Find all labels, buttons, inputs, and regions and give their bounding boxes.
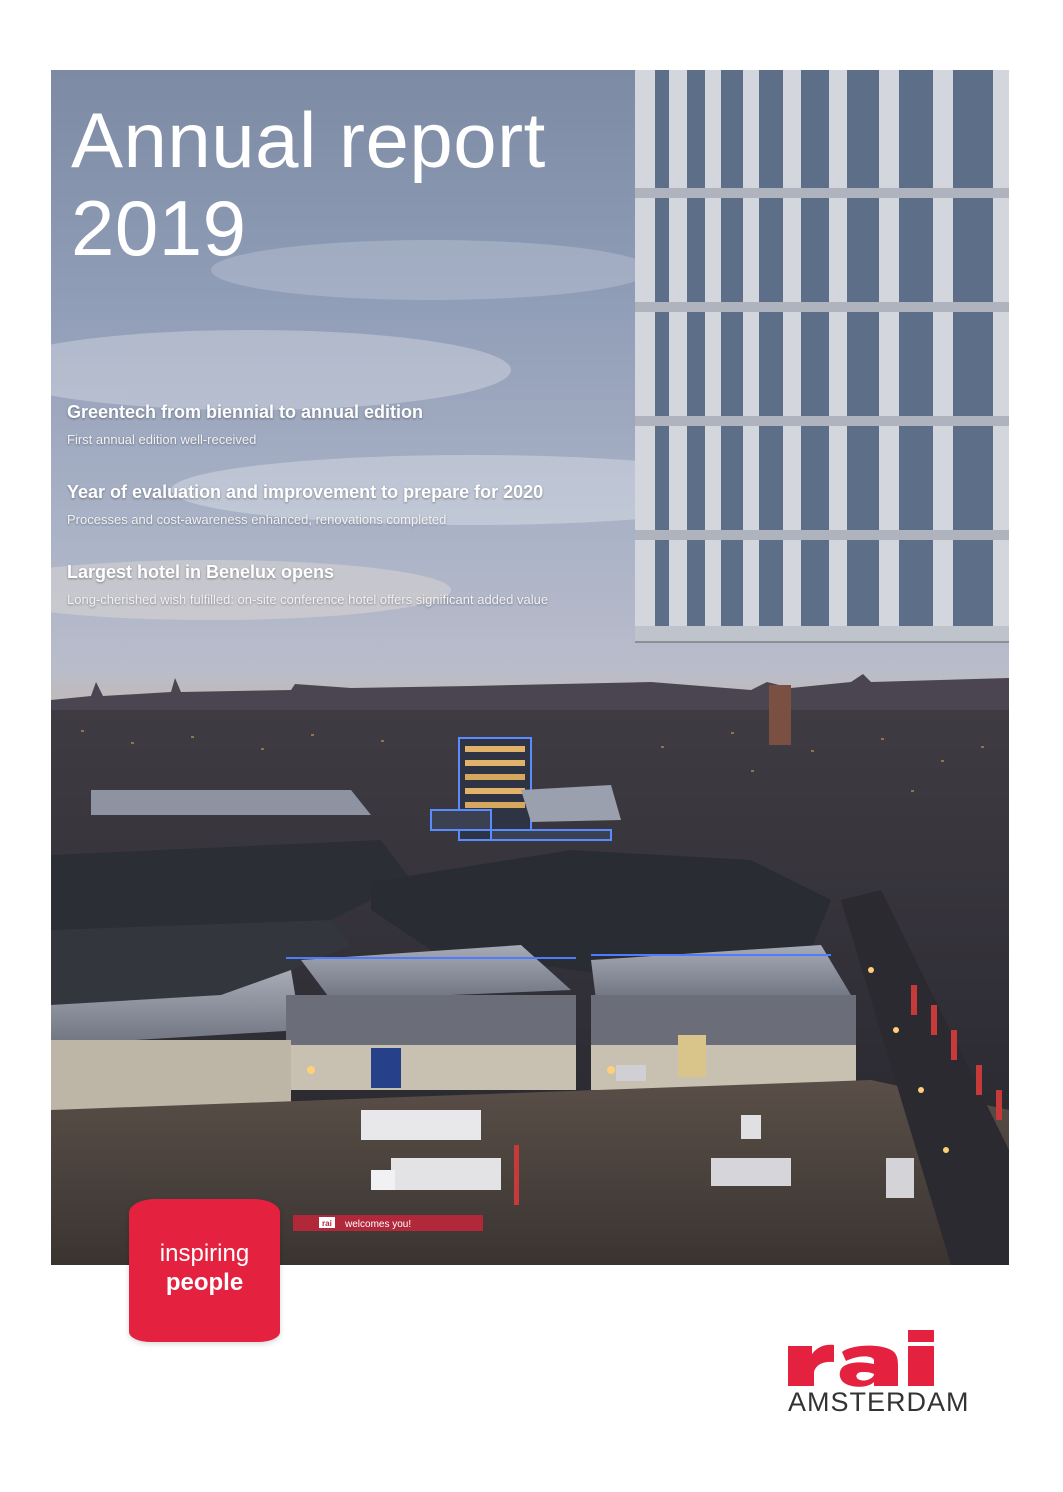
badge-line1: inspiring xyxy=(159,1240,250,1267)
background-tower xyxy=(769,685,791,745)
report-title-year: 2019 xyxy=(71,184,247,272)
highlight-subtext: Processes and cost-awareness enhanced, renovations completed xyxy=(67,512,447,527)
hall-roof-back2 xyxy=(521,785,621,822)
highlight-heading: Greentech from biennial to annual edition xyxy=(67,402,424,422)
welcome-sign-text: welcomes you! xyxy=(345,1219,412,1230)
highlight-heading: Year of evaluation and improvement to prepare for 2020 xyxy=(67,482,544,502)
inspiring-people-badge xyxy=(129,1199,280,1342)
report-title xyxy=(71,96,546,272)
hall-roof-back xyxy=(91,790,371,815)
highlight-heading: Largest hotel in Benelux opens xyxy=(67,562,335,582)
badge-line2: people xyxy=(165,1269,244,1296)
rai-logo-mark xyxy=(786,1328,976,1388)
exhibition-halls xyxy=(51,840,856,1110)
highlight-hotel xyxy=(67,561,667,609)
welcome-sign xyxy=(293,1215,483,1231)
welcome-sign-rai: rai xyxy=(322,1219,332,1228)
highlight-subtext: Long-cherished wish fulfilled: on-site conference hotel offers significant added value xyxy=(67,592,549,607)
logo-city: AMSTERDAM xyxy=(788,1387,970,1417)
report-title-line1: Annual report xyxy=(71,96,546,184)
highlight-subtext: First annual edition well-received xyxy=(67,432,257,447)
highlight-greentech xyxy=(67,401,667,449)
hotel-facade xyxy=(635,70,1009,642)
highlight-evaluation xyxy=(67,481,667,529)
cover-photo xyxy=(51,70,1009,1265)
highlights xyxy=(67,401,667,641)
rai-amsterdam-logo xyxy=(786,1328,976,1428)
